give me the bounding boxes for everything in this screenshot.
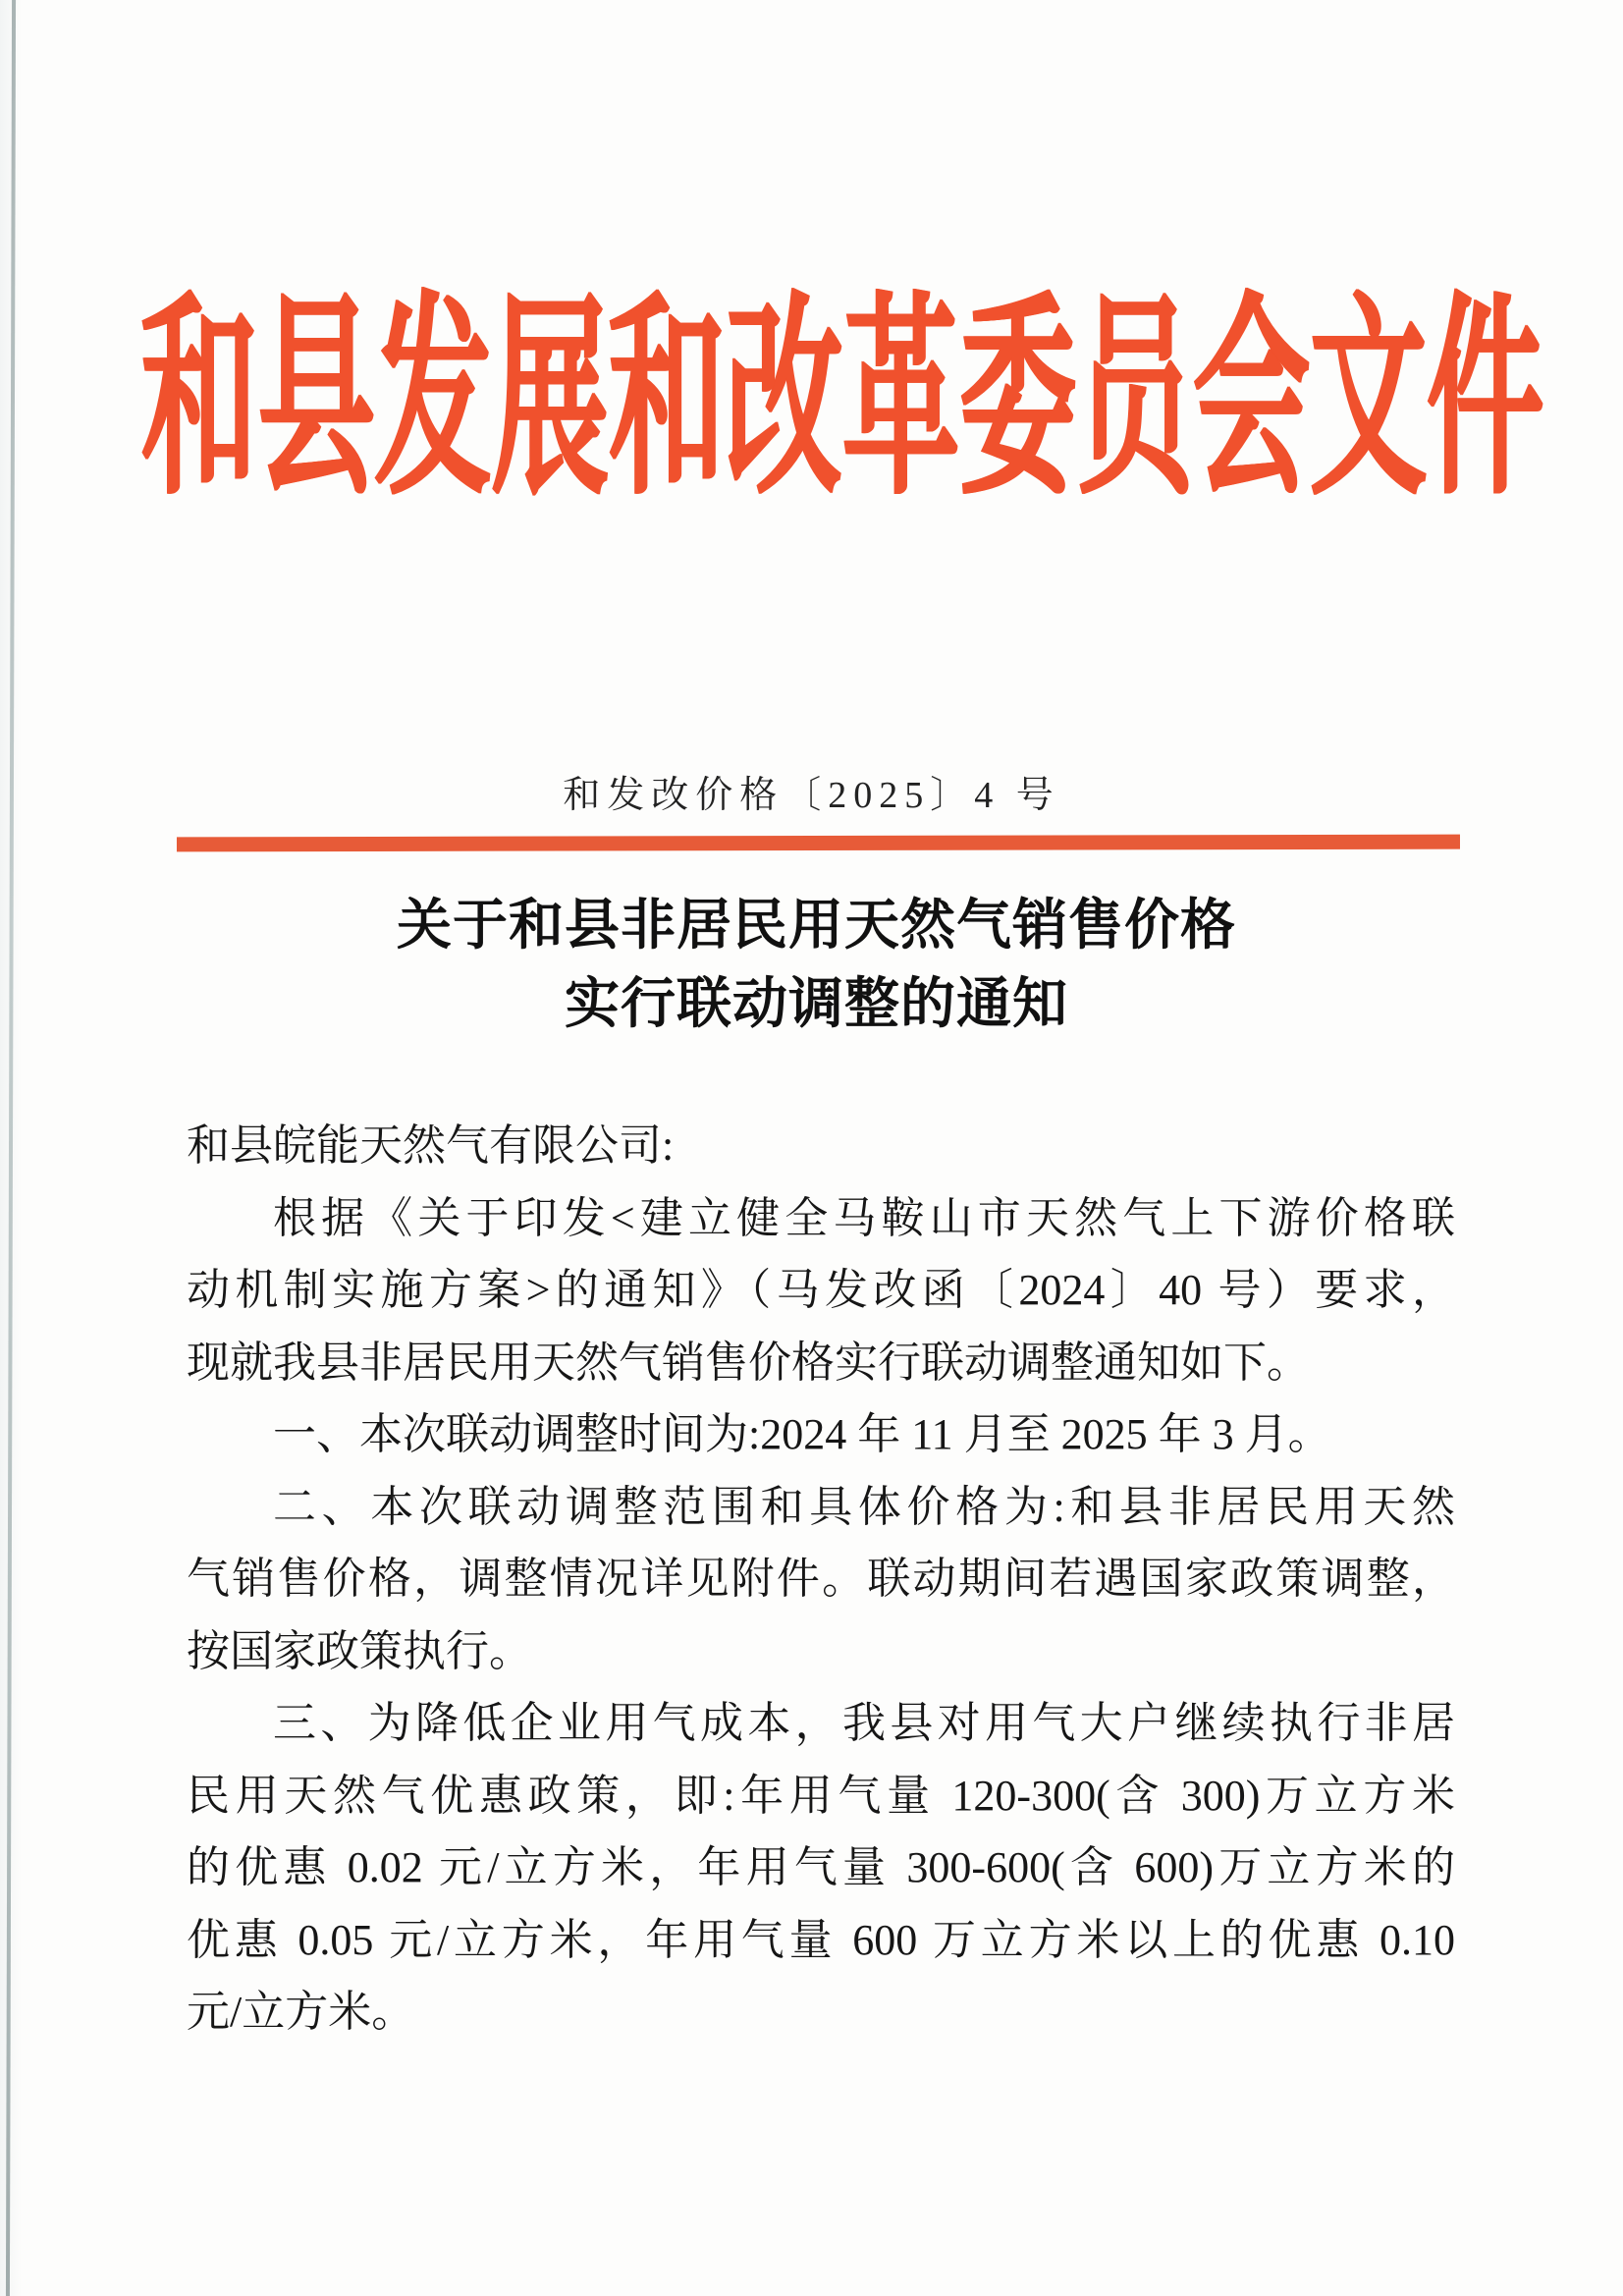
body-line: 元/立方米。 — [187, 1988, 415, 2036]
body-line: 三、为降低企业用气成本，我县对用气大户继续执行非居 — [273, 1699, 1455, 1747]
red-letterhead — [88, 281, 1544, 558]
scan-edge-line — [6, 0, 16, 2296]
red-divider-line — [177, 835, 1460, 852]
body-line: 优惠 0.05 元/立方米，年用气量 600 万立方米以上的优惠 0.10 — [187, 1915, 1455, 1964]
document-title-line1: 关于和县非居民用天然气销售价格 — [397, 896, 1236, 957]
body-line: 二、本次联动调整范围和具体价格为:和县非居民用天然 — [273, 1482, 1455, 1531]
body-line-salutation: 和县皖能天然气有限公司: — [187, 1121, 675, 1170]
document-title — [167, 887, 1466, 1044]
body-line: 动机制实施方案>的通知》（马发改函〔2024〕40 号）要求， — [187, 1266, 1455, 1314]
body-line: 一、本次联动调整时间为:2024 年 11 月至 2025 年 3 月。 — [273, 1410, 1331, 1458]
body-line: 的优惠 0.02 元/立方米，年用气量 300-600(含 600)万立方米的 — [187, 1843, 1455, 1891]
scan-edge-shadow — [0, 0, 26, 2296]
body-line: 按国家政策执行。 — [187, 1626, 532, 1675]
document-body — [187, 1110, 1455, 2049]
letterhead-title: 和县发展和改革委员会文件 — [140, 281, 1544, 521]
body-line: 气销售价格，调整情况详见附件。联动期间若遇国家政策调整， — [187, 1555, 1455, 1603]
body-line: 根据《关于印发<建立健全马鞍山市天然气上下游价格联 — [273, 1193, 1455, 1242]
document-title-line2: 实行联动调整的通知 — [565, 974, 1068, 1035]
document-number: 和发改价格〔2025〕4 号 — [563, 775, 1060, 816]
body-line: 民用天然气优惠政策，即:年用气量 120-300(含 300)万立方米 — [187, 1771, 1455, 1820]
body-line: 现就我县非居民用天然气销售价格实行联动调整通知如下。 — [187, 1338, 1310, 1387]
